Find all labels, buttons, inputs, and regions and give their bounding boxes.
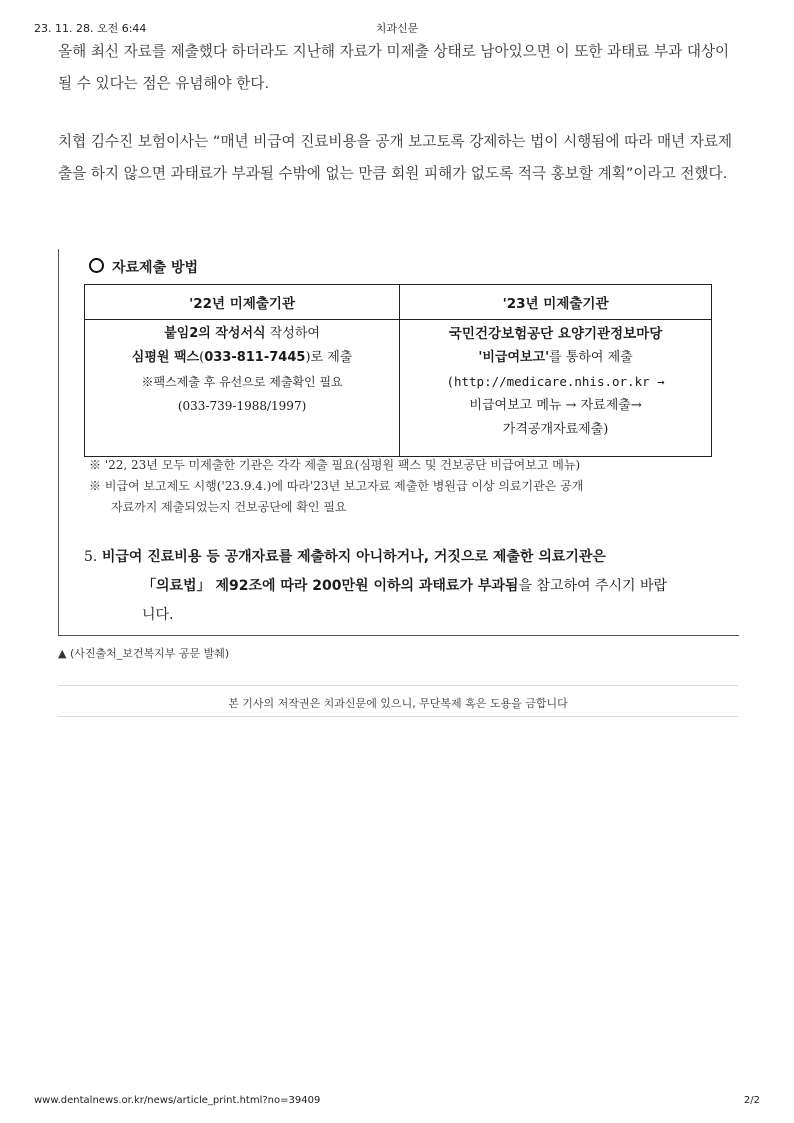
figure-notes [89, 455, 729, 518]
print-page-number: 2/2 [743, 1095, 760, 1106]
submission-method-table [84, 284, 712, 457]
article-paragraph-2: 치협 김수진 보험이사는 “매년 비급여 진료비용을 공개 보고토록 강제하는 법이 시행됨에 따라 매년 자료제출을 하지 않으면 과태료가 부과될 수밖에 없는 만큼 회원 피해가 없도록 적극 홍보할 계획”이라고 전했다. [58, 133, 733, 182]
note-line: 자료까지 제출되었는지 건보공단에 확인 필요 [111, 500, 347, 514]
table-cell-2022: 붙임2의 작성서식 작성하여 심평원 팩스(033-811-7445)로 제출 ※팩스제출 후 유선으로 제출확인 필요 (033-739-1988/1997) [85, 320, 400, 457]
table-cell-2023: 국민건강보험공단 요양기관정보마당 '비급여보고'를 통하여 제출 (http://medicare.nhis.or.kr → 비급여보고 메뉴 → 자료제출→ 가격공개자료제출) [400, 320, 712, 457]
figure-caption: ▲ (사진출처_보건복지부 공문 발췌) [58, 647, 230, 660]
table-header-2023: '23년 미제출기관 [400, 285, 712, 320]
figure-section-title: 자료제출 방법 [89, 257, 198, 277]
divider [58, 716, 738, 717]
copyright-notice: 본 기사의 저작권은 치과신문에 있으니, 무단복제 혹은 도용을 금합니다 [228, 697, 568, 710]
table-header-2022: '22년 미제출기관 [85, 285, 400, 320]
figure-item-5: 5. 비급여 진료비용 등 공개자료를 제출하지 아니하거나, 거짓으로 제출한 의료기관은 「의료법」 제92조에 따라 200만원 이하의 과태료가 부과됨을 참고하여 주시기 바랍 니다. [84, 549, 668, 623]
print-url: www.dentalnews.or.kr/news/article_print.html?no=39409 [34, 1095, 321, 1106]
print-datetime: 23. 11. 28. 오전 6:44 [34, 22, 147, 35]
article-paragraph-1: 올해 최신 자료를 제출했다 하더라도 지난해 자료가 미제출 상태로 남아있으면 이 또한 과태료 부과 대상이 될 수 있다는 점은 유념해야 한다. [58, 43, 730, 92]
note-line: ※ '22, 23년 모두 미제출한 기관은 각각 제출 필요(심평원 팩스 및 건보공단 비급여보고 메뉴) [89, 458, 581, 472]
print-site-title: 치과신문 [375, 22, 419, 35]
divider [58, 685, 738, 686]
article-figure [58, 249, 739, 636]
circle-bullet-icon [89, 258, 104, 273]
fax-number: 033-811-7445 [204, 350, 306, 365]
note-line: ※ 비급여 보고제도 시행('23.9.4.)에 따라'23년 보고자료 제출한 병원급 이상 의료기관은 공개 [89, 479, 584, 493]
